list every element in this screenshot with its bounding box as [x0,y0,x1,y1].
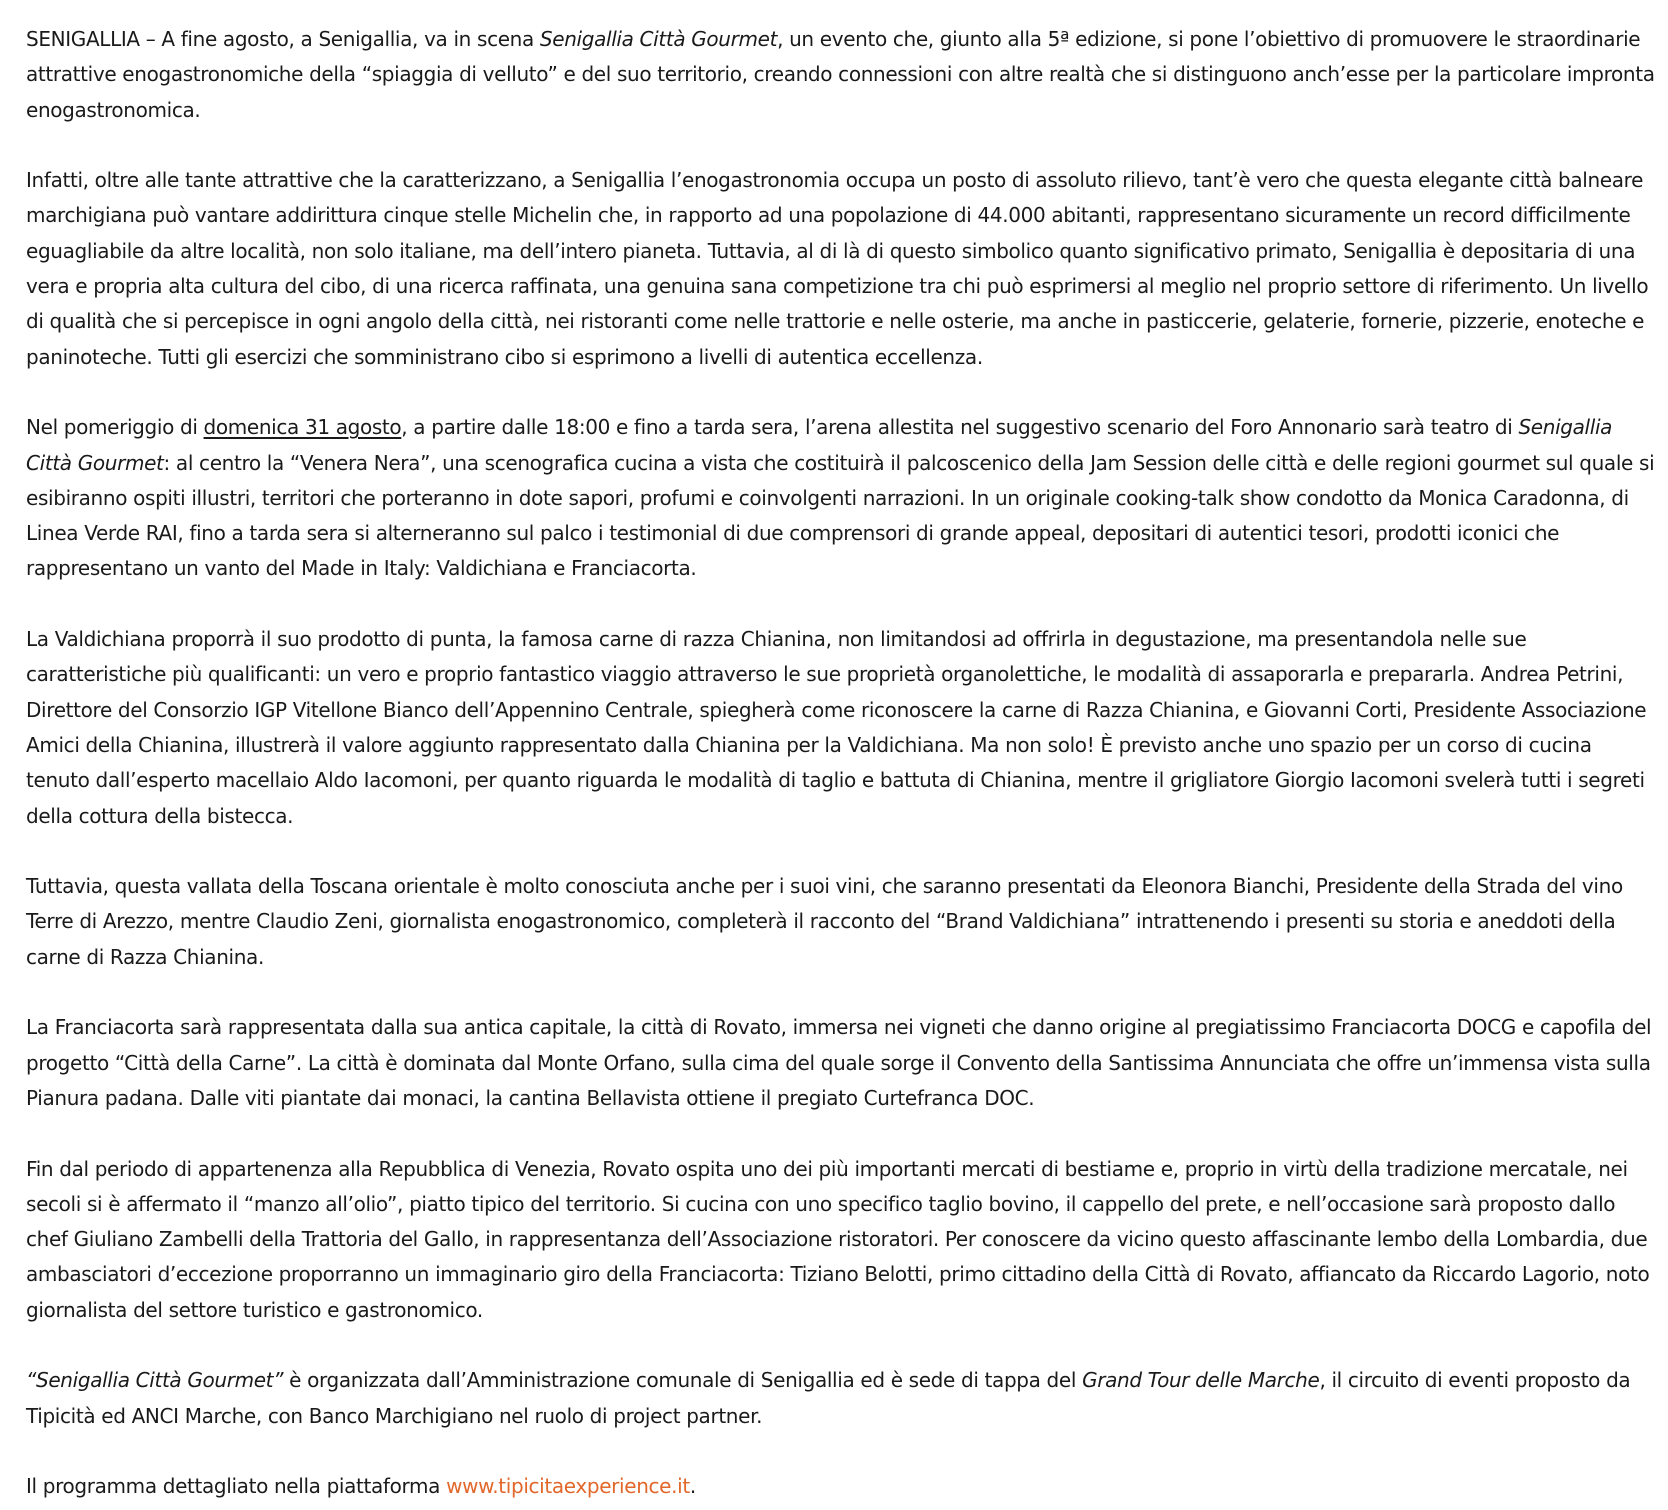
article-body [26,22,1656,1504]
paragraph-intro [26,22,1656,128]
text-fragment: : al centro la “Venera Nera”, una scenografica cucina a vista che costituirà il palcoscenico della Jam Session delle città e delle regioni gourmet sul quale si esibiranno ospiti illustri, territori che porteranno in dote sapori, profumi e coinvolgenti narrazioni. In un originale cooking-talk show condotto da Monica Caradonna, di Linea Verde RAI, fino a tarda sera si alterneranno sul palco i testimonial di due comprensori di grande appeal, depositari di autentici tesori, prodotti iconici che rappresentano un vanto del Made in Italy: Valdichiana e Franciacorta. [26,450,1655,581]
text-fragment: Il programma dettagliato nella piattaforma [26,1474,447,1499]
event-name-italic: “Senigallia Città Gourmet” [26,1368,284,1393]
event-date: domenica 31 agosto [203,415,402,440]
paragraph-enogastronomia: Infatti, oltre alle tante attrattive che la caratterizzano, a Senigallia l’enogastronomia occupa un posto di assoluto rilievo, tant’è vero che questa elegante città balneare marchigiana può vantare addirittura cinque stelle Michelin che, in rapporto ad una popolazione di 44.000 abitanti, rappresentano sicuramente un record difficilmente eguagliabile da altre località, non solo italiane, ma dell’intero pianeta. Tuttavia, al di là di questo simbolico quanto significativo primato, Senigallia è depositaria di una vera e propria alta cultura del cibo, di una ricerca raffinata, una genuina sana competizione tra chi può esprimersi al meglio nel proprio settore di riferimento. Un livello di qualità che si percepisce in ogni angolo della città, nei ristoranti come nelle trattorie e nelle osterie, ma anche in pasticcerie, gelaterie, fornerie, pizzerie, enoteche e paninoteche. Tutti gli esercizi che somministrano cibo si esprimono a livelli di autentica eccellenza. [26,168,1649,369]
paragraph-program-link [26,1469,1656,1504]
text-fragment: . [689,1474,696,1499]
paragraph-rovato: Fin dal periodo di appartenenza alla Repubblica di Venezia, Rovato ospita uno dei più importanti mercati di bestiame e, proprio in virtù della tradizione mercatale, nei secoli si è affermato il “manzo all’olio”, piatto tipico del territorio. Si cucina con uno specifico taglio bovino, il cappello del prete, e nell’occasione sarà proposto dallo chef Giuliano Zambelli della Trattoria del Gallo, in rappresentanza dell’Associazione ristoratori. Per conoscere da vicino questo affascinante lembo della Lombardia, due ambasciatori d’eccezione proporranno un immaginario giro della Franciacorta: Tiziano Belotti, primo cittadino della Città di Rovato, affiancato da Riccardo Lagorio, noto giornalista del settore turistico e gastronomico. [26,1156,1650,1322]
paragraph-organization [26,1363,1656,1434]
text-fragment: , a partire dalle 18:00 e fino a tarda sera, l’arena allestita nel suggestivo scenario del Foro Annonario sarà teatro di [401,415,1519,440]
tipicita-experience-link[interactable]: www.tipicitaexperience.it [446,1474,690,1499]
text-fragment: Nel pomeriggio di [26,415,204,440]
event-name-italic: Senigallia Città Gourmet [26,415,1613,475]
event-name-italic: Senigallia Città Gourmet [539,27,778,51]
text-fragment: è organizzata dall’Amministrazione comunale di Senigallia ed è sede di tappa del [283,1368,1083,1393]
text-fragment: , un evento che, giunto alla 5ª edizione, si pone l’obiettivo di promuovere le straordinarie attrattive enogastronomiche della “spiaggia di velluto” e del suo territorio, creando connessioni con altre realtà che si distinguono anch’esse per la particolare impronta enogastronomica. [26,27,1655,122]
paragraph-event-details [26,410,1656,586]
text-fragment: , il circuito di eventi proposto da Tipicità ed ANCI Marche, con Banco Marchigiano nel ruolo di project partner. [26,1368,1631,1428]
paragraph-toscana-vini: Tuttavia, questa vallata della Toscana orientale è molto conosciuta anche per i suoi vini, che saranno presentati da Eleonora Bianchi, Presidente della Strada del vino Terre di Arezzo, mentre Claudio Zeni, giornalista enogastronomico, completerà il racconto del “Brand Valdichiana” intrattenendo i presenti su storia e aneddoti della carne di Razza Chianina. [26,874,1623,969]
paragraph-valdichiana: La Valdichiana proporrà il suo prodotto di punta, la famosa carne di razza Chianina, non limitandosi ad offrirla in degustazione, ma presentandola nelle sue caratteristiche più qualificanti: un vero e proprio fantastico viaggio attraverso le sue proprietà organolettiche, le modalità di assaporarla e prepararla. Andrea Petrini, Direttore del Consorzio IGP Vitellone Bianco dell’Appennino Centrale, spiegherà come riconoscere la carne di Razza Chianina, e Giovanni Corti, Presidente Associazione Amici della Chianina, illustrerà il valore aggiunto rappresentato dalla Chianina per la Valdichiana. Ma non solo! È previsto anche uno spazio per un corso di cucina tenuto dall’esperto macellaio Aldo Iacomoni, per quanto riguarda le modalità di taglio e battuta di Chianina, mentre il grigliatore Giorgio Iacomoni svelerà tutti i segreti della cottura della bistecca. [26,627,1647,828]
text-fragment: SENIGALLIA – A fine agosto, a Senigallia, va in scena [26,27,540,51]
grand-tour-italic: Grand Tour delle Marche [1082,1368,1320,1393]
paragraph-franciacorta: La Franciacorta sarà rappresentata dalla sua antica capitale, la città di Rovato, immersa nei vigneti che danno origine al pregiatissimo Franciacorta DOCG e capofila del progetto “Città della Carne”. La città è dominata dal Monte Orfano, sulla cima del quale sorge il Convento della Santissima Annunciata che offre un’immensa vista sulla Pianura padana. Dalle viti piantate dai monaci, la cantina Bellavista ottiene il pregiato Curtefranca DOC. [26,1015,1652,1110]
